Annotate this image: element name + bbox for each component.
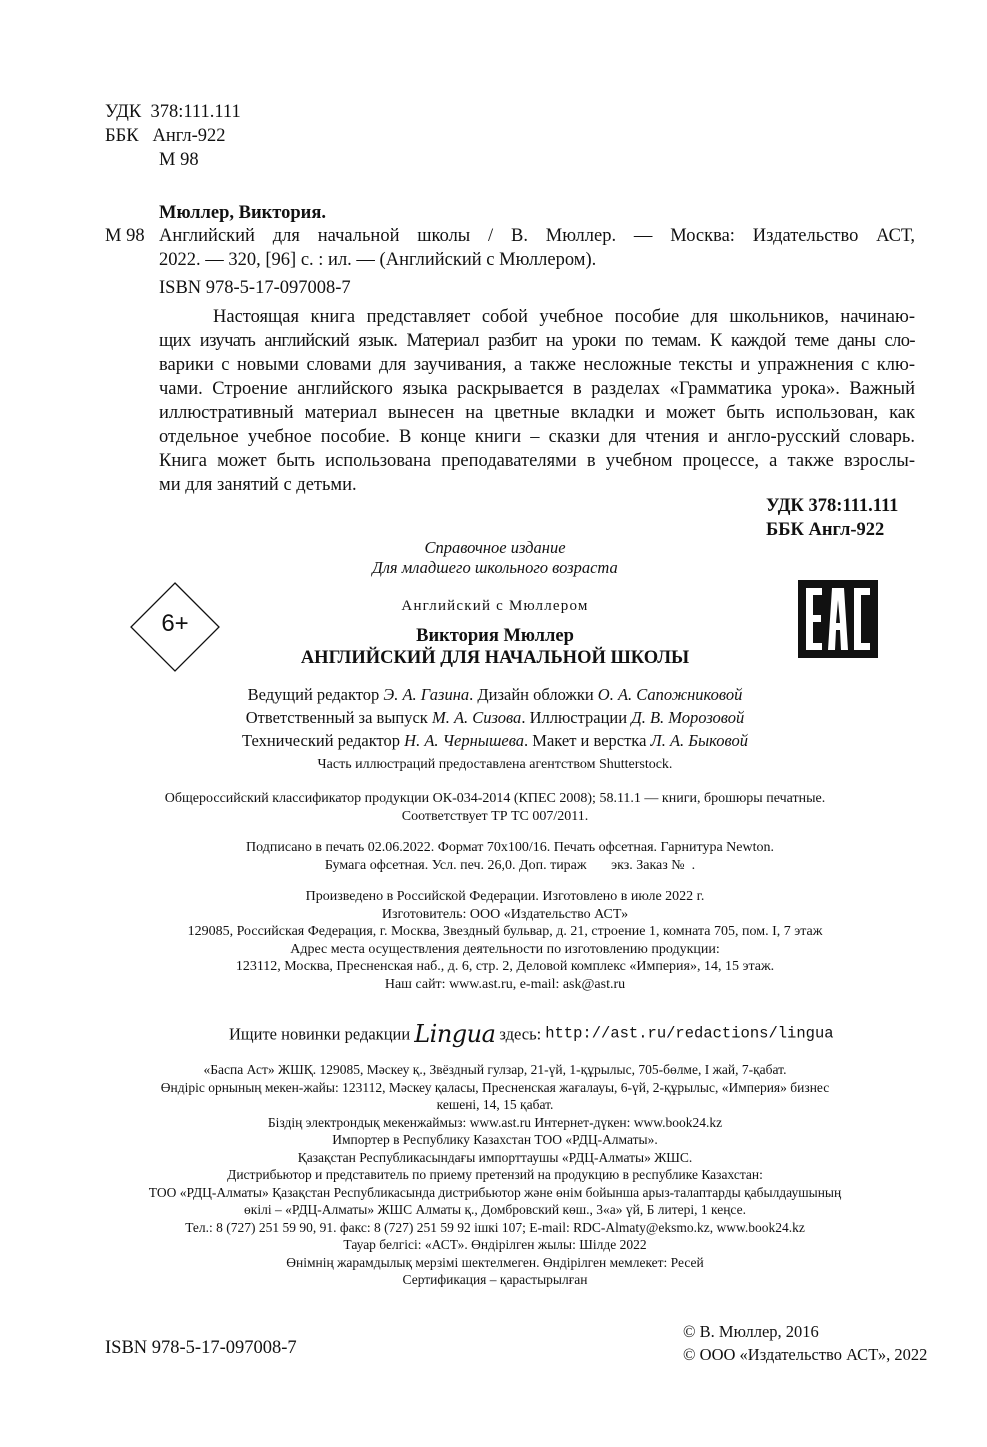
credit-role: Ведущий редактор [247, 685, 380, 704]
isbn-bottom: ISBN 978-5-17-097008-7 [105, 1338, 297, 1358]
credit-role: Технический редактор [242, 731, 401, 750]
distribution-line: Қазақстан Республикасындағы импорттаушы «РДЦ-Алматы» ЖШС. [297, 1149, 693, 1165]
credit-line: Ответственный за выпуск М. А. Сизова. Иллюстрации Д. В. Морозовой [245, 708, 745, 727]
okp-block [100, 790, 890, 825]
book-title: АНГЛИЙСКИЙ ДЛЯ НАЧАЛЬНОЙ ШКОЛЫ [300, 648, 690, 668]
eac-mark [798, 580, 878, 658]
okp-line: Соответствует ТР ТС 007/2011. [401, 808, 589, 824]
credit-role: Ответственный за выпуск [245, 708, 428, 727]
author-heading: Мюллер, Виктория. [159, 203, 326, 223]
distribution-line: Тел.: 8 (727) 251 59 90, 91. факс: 8 (727) 251 59 92 ішкі 107; E-mail: RDC-Almaty@eksmo.kz, www.book24.kz [185, 1219, 805, 1235]
annotation-line: иллюстративный материал вынесен на цветные вкладки и может быть использован, как [159, 403, 915, 423]
annotation-line: варики с новыми словами для заучивания, а также несложные тексты и упражнения с клю- [159, 355, 915, 375]
lingua-logo: Lingua [414, 1020, 496, 1048]
distribution-line: өкілі – «РДЦ-Алматы» ЖШС Алматы қ., Домбровский көш., 3«а» үй, Б литері, 1 кеңсе. [244, 1202, 746, 1217]
credit-line: Технический редактор Н. А. Чернышева. Макет и верстка Л. А. Быковой [242, 731, 748, 750]
lingua-prefix: Ищите новинки редакции [229, 1024, 411, 1044]
annotation-line: чами. Строение английского языка раскрывается в разделах «Грамматика урока». Важный [159, 379, 915, 399]
manufacturer-line: 123112, Москва, Пресненская наб., д. 6, стр. 2, Деловой комплекс «Империя», 14, 15 этаж. [235, 959, 775, 974]
print-line: Бумага офсетная. Усл. печ. 26,0. Доп. тираж экз. Заказ № . [324, 857, 696, 873]
credit-person: Л. А. Быковой [650, 731, 748, 750]
distribution-line: Біздің электрондық мекенжаймыз: www.ast.ru Интернет-дүкен: www.book24.kz [267, 1114, 723, 1130]
credits [150, 683, 840, 752]
bibliography-line: 2022. — 320, [96] с. : ил. — (Английский с Мюллером). [159, 250, 597, 270]
distribution-line: ТОО «РДЦ-Алматы» Қазақстан Республикасында дистрибьютор және өнім бойынша арыз-талаптарды қабылдаушының [148, 1184, 842, 1200]
copyright-block [683, 1320, 927, 1366]
right-bbk: ББК Англ-922 [766, 520, 885, 540]
credit-line: Ведущий редактор Э. А. Газина. Дизайн обложки О. А. Сапожниковой [247, 685, 743, 704]
eac-conformity-icon [798, 580, 878, 658]
bibliography-entry [159, 224, 915, 272]
isbn-top: ISBN 978-5-17-097008-7 [159, 278, 351, 298]
annotation-line: Книга может быть использована преподавателями в учебном процессе, а также взрослы- [159, 451, 915, 471]
distribution-line: Дистрибьютор и представитель по приему претензий на продукцию в республике Казахстан: [227, 1167, 763, 1182]
manufacturer-line: 129085, Российская Федерация, г. Москва, Звездный бульвар, д. 21, строение 1, комната 705, пом. I, 7 этаж [187, 924, 823, 939]
book-author: Виктория Мюллер [416, 626, 574, 646]
lingua-suffix: здесь: [499, 1024, 542, 1044]
manufacturer-line: Адрес места осуществления деятельности по изготовлению продукции: [290, 941, 720, 957]
bbk-label: ББК [105, 126, 139, 146]
credit-person: Э. А. Газина [383, 685, 470, 704]
distribution-line: Сертификация – қарастырылған [402, 1272, 588, 1287]
manufacturer-block [110, 888, 900, 993]
distribution-line: Импортер в Республику Казахстан ТОО «РДЦ-Алматы». [332, 1132, 658, 1147]
copyright-line: © В. Мюллер, 2016 [683, 1322, 819, 1341]
udk-value: 378:111.111 [150, 102, 241, 122]
manufacturer-line: Изготовитель: ООО «Издательство АСТ» [381, 906, 629, 922]
manufacturer-line: Произведено в Российской Федерации. Изготовлено в июле 2022 г. [305, 889, 705, 904]
distribution-line: Өндіріс орнының мекен-жайы: 123112, Мәскеу қаласы, Пресненская жағалауы, 6-үй, 2-құрылыс, «Империя» бизнес [160, 1079, 830, 1095]
credit-person: М. А. Сизова [431, 708, 522, 727]
age-group: Для младшего школьного возраста [372, 558, 618, 577]
edition-type: Справочное издание [424, 538, 566, 557]
print-block [150, 839, 870, 874]
lingua-line [229, 1020, 834, 1060]
right-udk: УДК 378:111.111 [766, 496, 899, 516]
distribution-line: кешені, 14, 15 қабат. [436, 1097, 554, 1112]
manufacturer-line: Наш сайт: www.ast.ru, e-mail: ask@ast.ru [384, 976, 626, 992]
annotation-line: щих изучать английский язык. Материал разбит на уроки по темам. К каждой теме даны сло- [159, 331, 915, 351]
print-line: Подписано в печать 02.06.2022. Формат 70х100/16. Печать офсетная. Гарнитура Newton. [246, 840, 774, 855]
age-rating-text: 6+ [161, 610, 189, 637]
credit-role: Макет и верстка [532, 731, 647, 750]
credit-person: О. А. Сапожниковой [597, 685, 743, 704]
bibliography-sign: М 98 [105, 226, 145, 246]
credit-role: Дизайн обложки [477, 685, 594, 704]
annotation-line: ми для занятий с детьми. [159, 475, 357, 495]
author-sign: М 98 [159, 150, 199, 170]
distribution-line: Өнімнің жарамдылық мерзімі шектелмеген. Өндірілген мемлекет: Ресей [286, 1254, 704, 1270]
annotation [159, 305, 915, 497]
shutterstock-note: Часть иллюстраций предоставлена агентством Shutterstock. [317, 757, 673, 772]
lingua-url[interactable]: http://ast.ru/redactions/lingua [545, 1024, 834, 1043]
credit-person: Д. В. Морозовой [631, 708, 745, 727]
classification-block [105, 100, 241, 172]
copyright-line: © ООО «Издательство АСТ», 2022 [683, 1345, 928, 1364]
credit-person: Н. А. Чернышева [404, 731, 525, 750]
distribution-block [90, 1061, 900, 1289]
bibliography-line: Английский для начальной школы / В. Мюллер. — Москва: Издательство АСТ, [159, 226, 915, 246]
series-name: Английский с Мюллером [401, 598, 589, 614]
bbk-value: Англ-922 [152, 126, 226, 146]
okp-line: Общероссийский классификатор продукции ОК-034-2014 (КПЕС 2008); 58.11.1 — книги, брошюры печатные. [164, 791, 826, 806]
udk-label: УДК [105, 102, 142, 122]
credit-role: Иллюстрации [529, 708, 628, 727]
distribution-line: «Баспа Аст» ЖШҚ. 129085, Мәскеу қ., Звёздный гулзар, 21-үй, 1-құрылыс, 705-бөлме, I жай, 7-қабат. [203, 1062, 787, 1077]
annotation-line: Настоящая книга представляет собой учебное пособие для школьников, начинаю- [213, 307, 915, 327]
distribution-line: Тауар белгісі: «АСТ». Өндірілген жылы: Шілде 2022 [343, 1237, 647, 1252]
annotation-line: отдельное учебное пособие. В конце книги – сказки для чтения и англо-русский словарь. [159, 427, 915, 447]
right-classification [766, 494, 898, 542]
